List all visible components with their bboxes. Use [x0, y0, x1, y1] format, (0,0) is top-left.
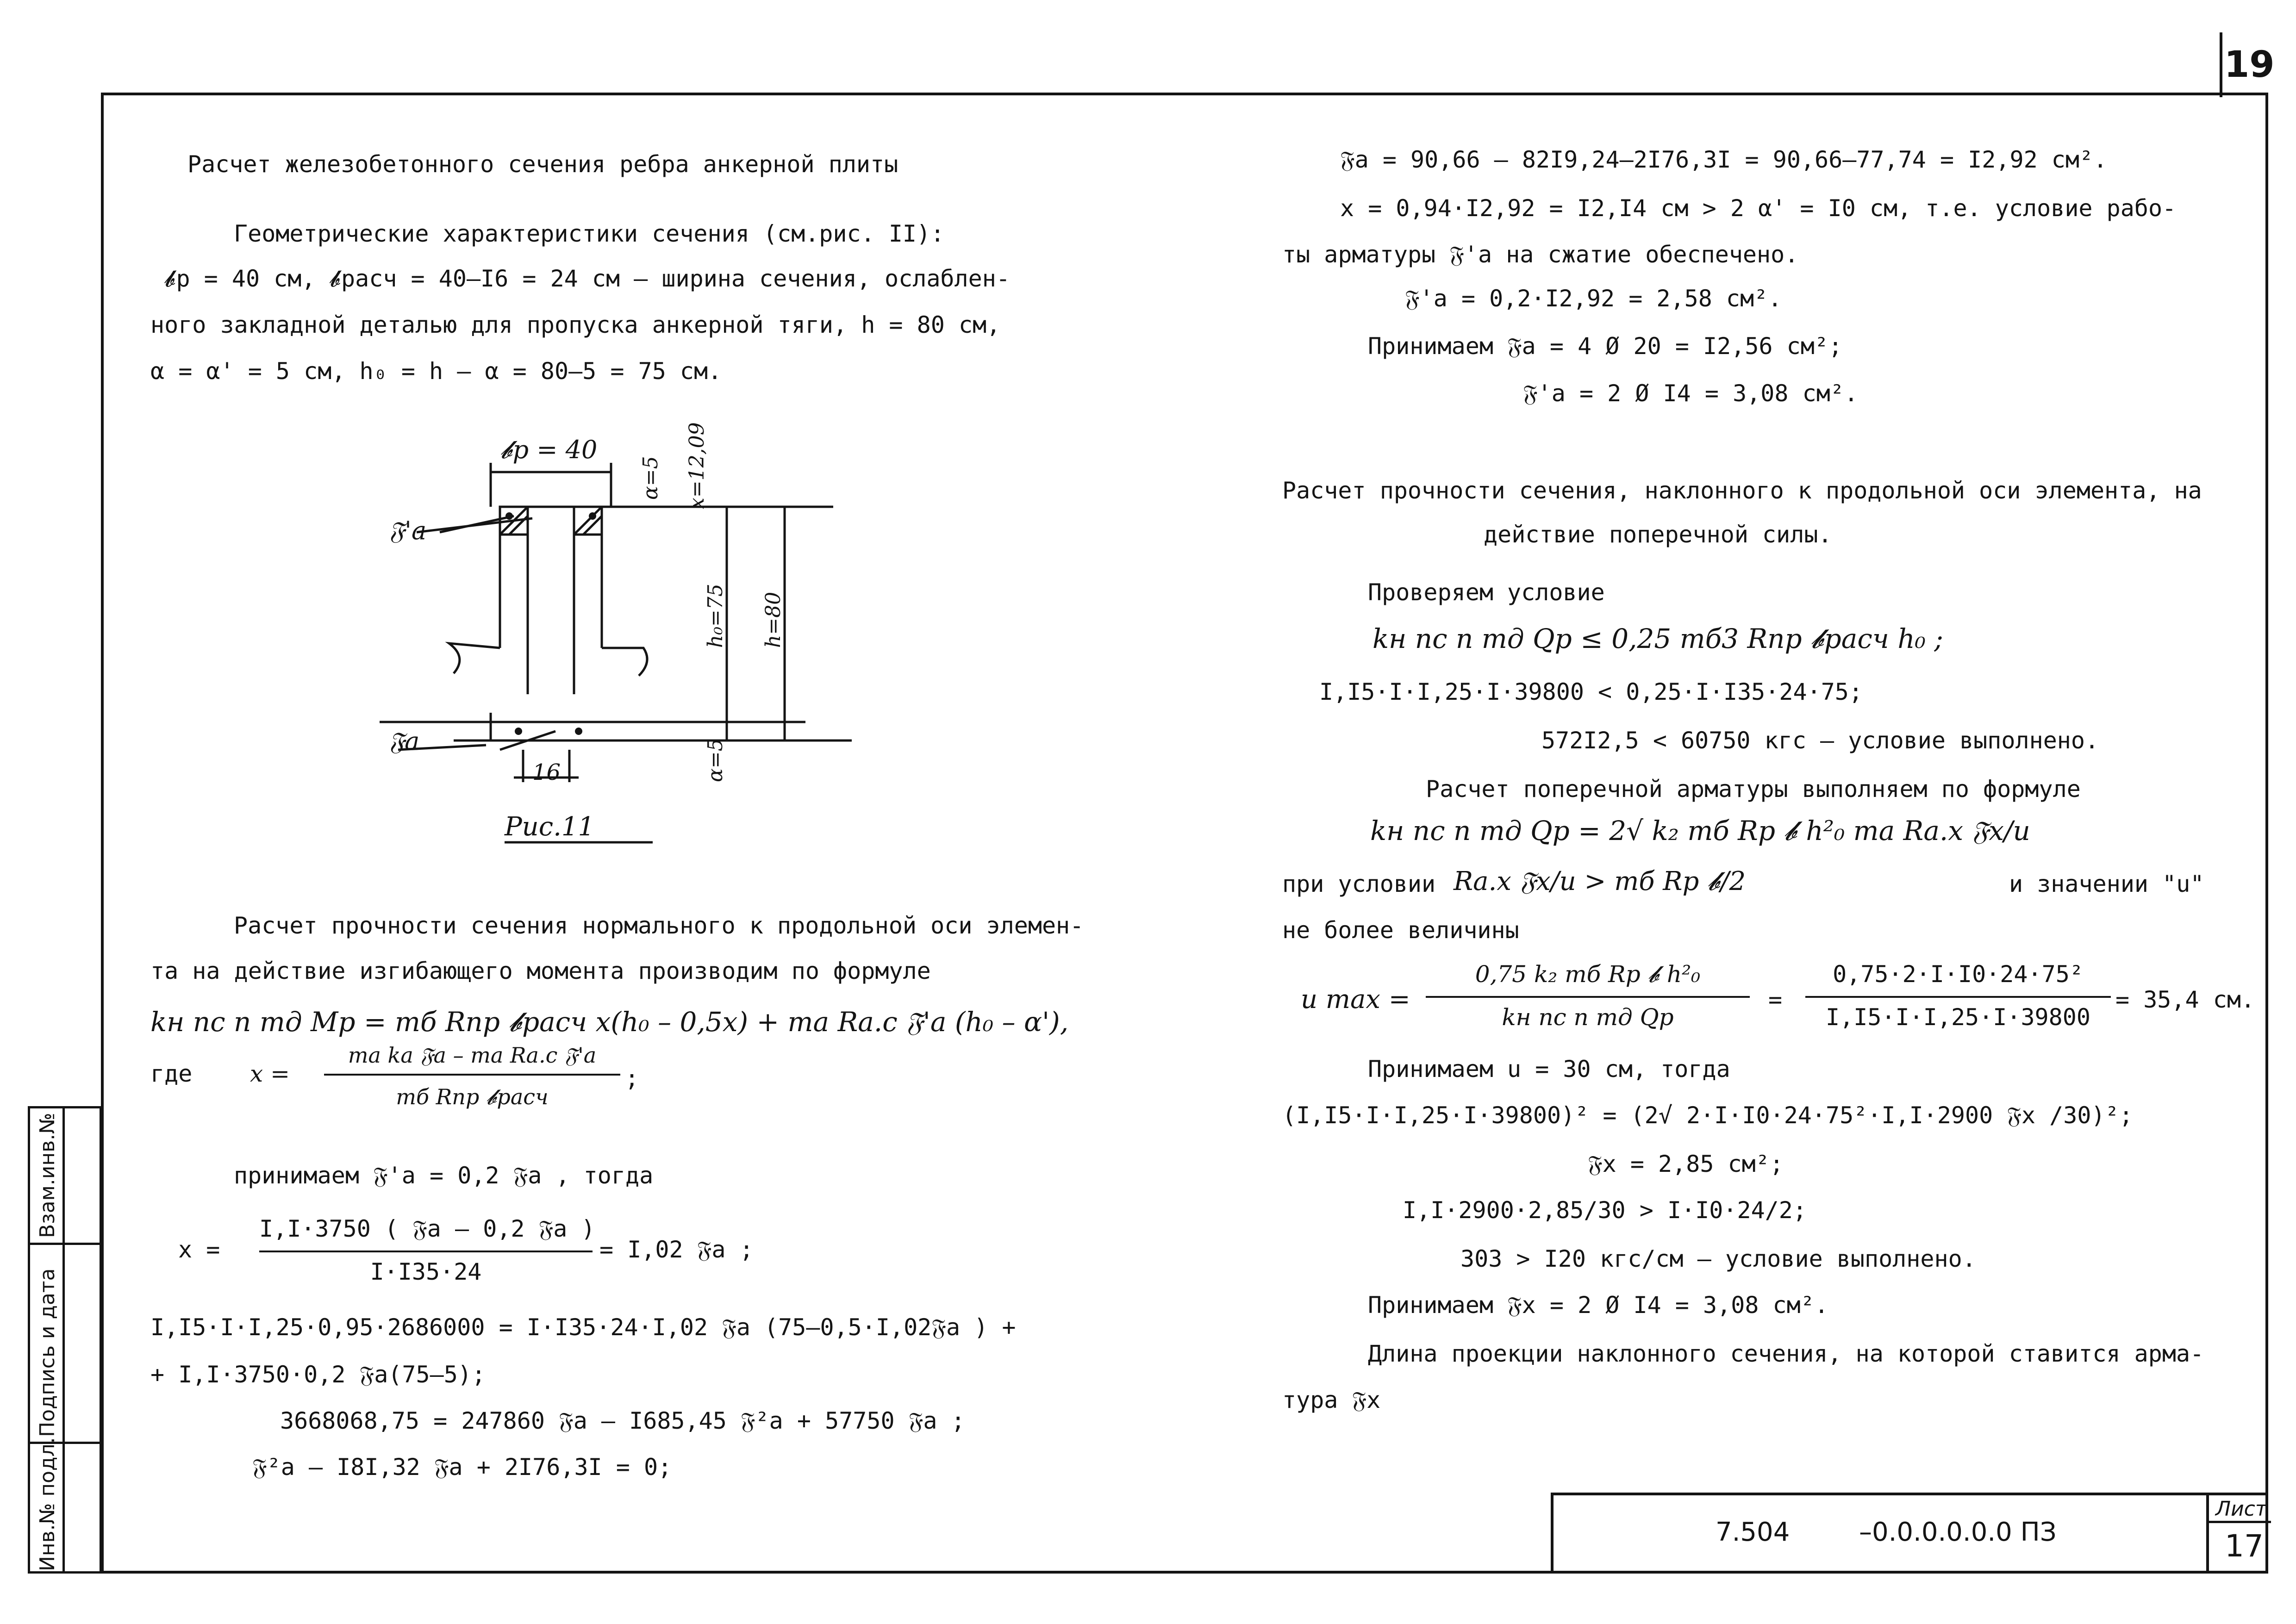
- fx-line: 𝔉x = 2,85 см²;: [1588, 1151, 1784, 1177]
- umax-numerator: 0,75 k₂ mб Rр 𝓫 h²₀: [1475, 961, 1701, 988]
- check-ineq-1: I,I·2900·2,85/30 > I·I0·24/2;: [1403, 1197, 1807, 1224]
- cond-line-1: I,I5·I·I,25·I·39800 < 0,25·I·I35·24·75;: [1319, 678, 1863, 705]
- umax-result: = 35,4 см.: [2115, 986, 2255, 1013]
- check-line: Проверяем условие: [1368, 579, 1605, 606]
- accept-line: принимаем 𝔉'а = 0,2 𝔉а , тогда: [234, 1162, 654, 1189]
- r-line-3: ты арматуры 𝔉'а на сжатие обеспечено.: [1282, 241, 1799, 268]
- check-ineq-2: 303 > I20 кгс/см – условие выполнено.: [1460, 1245, 1976, 1272]
- page-number-bar: [2220, 32, 2222, 97]
- r-line-5: Принимаем 𝔉а = 4 Ø 20 = I2,56 см²;: [1368, 333, 1843, 360]
- umax-eq: =: [1768, 986, 1783, 1013]
- umax-fraction-bar-2: [1805, 996, 2111, 998]
- trans-line-1: Расчет поперечной арматуры выполняем по формуле: [1426, 776, 2081, 803]
- fig-label-a-bot: α=5: [704, 738, 727, 782]
- x-fraction-bar: [324, 1074, 620, 1076]
- accept-fx-line: Принимаем 𝔉x = 2 Ø I4 = 3,08 см².: [1368, 1292, 1828, 1319]
- trans-cond: Rа.x 𝔉x/u > mб Rр 𝓫/2: [1454, 866, 1746, 896]
- formula-main: kн nc n mд Mp = mб Rпр 𝓫расч x(h₀ – 0,5x) + mа Rа.с 𝔉'а (h₀ – α'),: [150, 1006, 1069, 1038]
- umax-denominator-2: I,I5·I·I,25·I·39800: [1826, 1004, 2090, 1031]
- eq-line-1: I,I5·I·I,25·0,95·2686000 = I·I35·24·I,02 𝔉а (75–0,5·I,02𝔉а ) +: [150, 1314, 1016, 1341]
- fig-label-bp: 𝓫р = 40: [500, 435, 598, 464]
- stamp-sign-date: Подпись и дата: [36, 1268, 59, 1437]
- fig-label-fa-prime: 𝔉'а: [389, 516, 427, 545]
- fig-label-h: h=80: [761, 591, 785, 648]
- norm-line-2: та на действие изгибающего момента производим по формуле: [150, 958, 931, 984]
- page-number: 19: [2224, 44, 2275, 86]
- x2-rhs: = I,02 𝔉а ;: [599, 1236, 754, 1263]
- trans-cond-lead: при условии: [1282, 871, 1436, 897]
- norm-line-1: Расчет прочности сечения нормального к продольной оси элемен-: [234, 912, 1084, 939]
- geom-line-2: ного закладной деталью для пропуска анкерной тяги, h = 80 см,: [150, 311, 1001, 338]
- r-line-4: 𝔉'а = 0,2·I2,92 = 2,58 см².: [1405, 285, 1782, 312]
- fig-label-x: x=12,09: [685, 422, 709, 509]
- proj-line-1: Длина проекции наклонного сечения, на которой ставится арма-: [1368, 1340, 2204, 1367]
- geom-line-1: 𝓫р = 40 см, 𝓫расч = 40–I6 = 24 см – ширина сечения, ослаблен-: [164, 265, 1010, 292]
- x2-lhs: x =: [178, 1236, 220, 1263]
- r-line-2: x = 0,94·I2,92 = I2,I4 см > 2 α' = I0 см, т.е. условие рабо-: [1340, 195, 2177, 222]
- geom-line-3: α = α' = 5 см, h₀ = h – α = 80–5 = 75 см.: [150, 358, 722, 385]
- geom-heading: Геометрические характеристики сечения (см.рис. II):: [234, 220, 945, 247]
- incl-line-2: действие поперечной силы.: [1484, 521, 1832, 548]
- doc-suffix: –0.0.0.0.0.0 ПЗ: [1859, 1517, 2057, 1547]
- x2-fraction-bar: [259, 1251, 593, 1252]
- fig-label-16: 16: [532, 759, 561, 785]
- r-line-6: 𝔉'а = 2 Ø I4 = 3,08 см².: [1523, 380, 1859, 407]
- incl-line-1: Расчет прочности сечения, наклонного к продольной оси элемента, на: [1282, 477, 2202, 504]
- trans-formula: kн nc n mд Qр = 2√ k₂ mб Rр 𝓫 h²₀ mа Rа.x 𝔉x/u: [1370, 815, 2030, 846]
- cond-formula: kн nc n mд Qр ≤ 0,25 mб3 Rпр 𝓫расч h₀ ;: [1373, 623, 1943, 654]
- umax-denominator: kн nc n mд Qр: [1502, 1004, 1674, 1031]
- u-eq-line: (I,I5·I·I,25·I·39800)² = (2√ 2·I·I0·24·75²·I,I·2900 𝔉x /30)²;: [1282, 1102, 2133, 1129]
- accept-u-line: Принимаем u = 30 см, тогда: [1368, 1056, 1730, 1083]
- x-end: ;: [625, 1065, 639, 1092]
- stamp-vzam: Взам.инв.№: [36, 1113, 59, 1238]
- fig-label-fa: 𝔉а: [389, 727, 420, 756]
- trans-cond-tail: и значении "u": [2009, 871, 2204, 897]
- fig-caption: Рис.11: [505, 812, 595, 842]
- side-stamp: [28, 1106, 102, 1574]
- eq-line-4: 𝔉²а – I8I,32 𝔉а + 2I76,3I = 0;: [252, 1454, 672, 1481]
- r-line-1: 𝔉а = 90,66 – 82I9,24–2I76,3I = 90,66–77,74 = I2,92 см².: [1340, 146, 2108, 173]
- sheet-number: 17: [2225, 1528, 2264, 1564]
- stamp-inv-no: Инв.№ подл.: [36, 1437, 59, 1571]
- eq-line-3: 3668068,75 = 247860 𝔉а – I685,45 𝔉²а + 57750 𝔉а ;: [280, 1407, 965, 1434]
- sheet-label: Лист: [2215, 1497, 2267, 1521]
- umax-fraction-bar: [1426, 996, 1750, 998]
- proj-line-2: тура 𝔉x: [1282, 1387, 1381, 1413]
- umax-lhs: u max =: [1301, 984, 1410, 1014]
- trans-cond-2: не более величины: [1282, 917, 1519, 944]
- x-denominator: mб Rпр 𝓫расч: [396, 1084, 549, 1109]
- umax-numerator-2: 0,75·2·I·I0·24·75²: [1833, 961, 2084, 988]
- doc-code: 7.504: [1716, 1517, 1790, 1547]
- where-word: где: [150, 1060, 193, 1087]
- title-block-divider: [2206, 1495, 2209, 1574]
- x-lhs: x =: [250, 1060, 290, 1087]
- title-block: [1551, 1493, 2268, 1574]
- fig-label-h0: h₀=75: [704, 584, 727, 648]
- x2-denominator: I·I35·24: [370, 1258, 482, 1285]
- x2-numerator: I,I·3750 ( 𝔉а – 0,2 𝔉а ): [259, 1215, 595, 1242]
- section-figure: [333, 417, 912, 847]
- left-title: Расчет железобетонного сечения ребра анкерной плиты: [187, 151, 898, 178]
- cond-line-2: 572I2,5 < 60750 кгс – условие выполнено.: [1541, 727, 2099, 754]
- fig-label-a-top: α=5: [639, 456, 662, 500]
- eq-line-2: + I,I·3750·0,2 𝔉а(75–5);: [150, 1361, 486, 1388]
- x-numerator: mа kа 𝔉а – mа Rа.с 𝔉'а: [348, 1043, 597, 1068]
